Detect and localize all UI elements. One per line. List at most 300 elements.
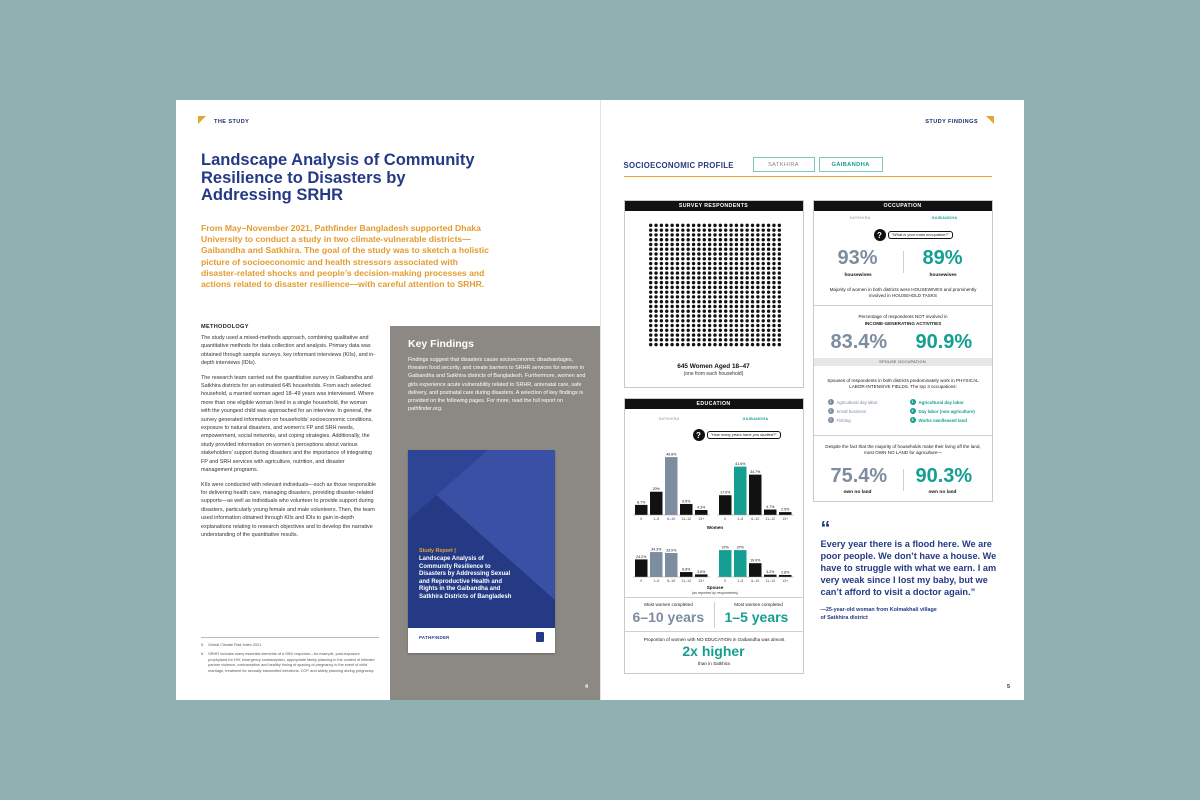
respondent-dot <box>734 262 737 265</box>
category-label: 1–5 <box>736 579 743 583</box>
respondent-dot <box>681 252 684 255</box>
respondent-dot <box>707 262 710 265</box>
respondent-dot <box>681 228 684 231</box>
section-divider <box>625 597 803 598</box>
respondent-dot <box>761 248 764 251</box>
respondent-dot <box>777 248 780 251</box>
respondent-dot <box>724 324 727 327</box>
respondent-dot <box>675 286 678 289</box>
respondent-dot <box>750 271 753 274</box>
respondent-dot <box>750 305 753 308</box>
respondent-dot <box>761 286 764 289</box>
respondent-dot <box>713 333 716 336</box>
lede-paragraph: From May–November 2021, Pathfinder Bangladesh supported Dhaka University to conduct a study in two climate-vulnerable districts—Gaibandha and Satkhira. The goal of the study was to sketch a holistic picture of socioeconomic and health stressors associated with disaster-related shocks and people’s decision-making processes and actions related to disaster resilience—with careful attention to SRHR. <box>201 223 489 290</box>
right-page <box>601 100 1025 700</box>
respondent-dot <box>648 267 651 270</box>
category-label: 1–5 <box>652 579 659 583</box>
bar <box>680 572 693 577</box>
respondent-dot <box>648 238 651 241</box>
respondent-dot <box>713 343 716 346</box>
tab-gaibandha[interactable]: GAIBANDHA <box>819 157 883 172</box>
respondent-dot <box>745 252 748 255</box>
respondent-dot <box>756 338 759 341</box>
respondent-dot <box>734 238 737 241</box>
respondent-dot <box>665 224 668 227</box>
respondent-dot <box>697 228 700 231</box>
respondent-dot <box>654 324 657 327</box>
bar <box>749 475 762 515</box>
respondent-dot <box>648 319 651 322</box>
respondent-dot <box>724 314 727 317</box>
respondent-dot <box>648 257 651 260</box>
respondent-dot <box>756 238 759 241</box>
respondent-dot <box>654 257 657 260</box>
respondent-dot <box>707 248 710 251</box>
respondent-dot <box>675 243 678 246</box>
respondent-dot <box>713 238 716 241</box>
footnote <box>201 643 379 649</box>
respondent-dot <box>729 338 732 341</box>
respondent-dot <box>745 343 748 346</box>
respondent-dot <box>772 271 775 274</box>
respondent-dot <box>665 300 668 303</box>
respondent-dot <box>740 286 743 289</box>
respondent-dot <box>745 329 748 332</box>
respondent-dot <box>713 281 716 284</box>
occupation-item: 2 Small business <box>829 408 867 414</box>
tab-satkhira[interactable]: SATKHIRA <box>753 157 815 172</box>
respondent-dot <box>756 314 759 317</box>
respondent-dot <box>654 228 657 231</box>
respondent-dot <box>713 338 716 341</box>
respondent-dot <box>777 238 780 241</box>
respondent-dot <box>718 281 721 284</box>
respondent-dot <box>745 305 748 308</box>
bar-value-label: 49.8% <box>665 452 676 457</box>
respondent-dot <box>654 319 657 322</box>
left-page <box>176 100 601 700</box>
respondent-dot <box>707 300 710 303</box>
respondent-dot <box>740 295 743 298</box>
respondent-dot <box>766 300 769 303</box>
respondent-dot <box>713 314 716 317</box>
respondent-dot <box>713 305 716 308</box>
respondent-dot <box>750 290 753 293</box>
bar-value-label: 34.3% <box>650 547 661 552</box>
respondent-dot <box>665 333 668 336</box>
respondent-dot <box>681 238 684 241</box>
category-label: 13+ <box>781 579 788 583</box>
bar <box>779 512 792 515</box>
methodology-body <box>201 334 377 545</box>
respondent-dot <box>729 286 732 289</box>
respondent-dot <box>745 248 748 251</box>
section-divider <box>814 305 992 306</box>
pathfinder-logo: PATHFINDER <box>419 635 450 640</box>
respondent-dot <box>707 333 710 336</box>
respondent-dot <box>686 281 689 284</box>
respondent-dot <box>750 310 753 313</box>
respondent-dot <box>702 314 705 317</box>
respondent-dot <box>654 271 657 274</box>
respondent-dot <box>648 276 651 279</box>
respondent-dot <box>724 338 727 341</box>
respondent-dot <box>761 305 764 308</box>
respondent-dot <box>761 290 764 293</box>
respondent-dot <box>718 257 721 260</box>
respondent-dot <box>648 338 651 341</box>
respondent-dot <box>681 305 684 308</box>
respondent-dot <box>724 238 727 241</box>
respondent-dot <box>654 300 657 303</box>
bar-value-label: 34.7% <box>749 470 760 475</box>
respondent-dot <box>766 252 769 255</box>
respondent-dot <box>702 300 705 303</box>
respondent-dot <box>654 267 657 270</box>
section-title: SOCIOECONOMIC PROFILE <box>623 161 734 170</box>
respondent-dot <box>740 248 743 251</box>
respondent-dot <box>691 228 694 231</box>
bar <box>680 504 693 515</box>
respondent-dot <box>761 228 764 231</box>
respondent-dot <box>681 324 684 327</box>
respondent-dot <box>750 276 753 279</box>
respondent-dot <box>772 238 775 241</box>
respondent-dot <box>713 233 716 236</box>
respondent-dot <box>772 233 775 236</box>
respondent-dot <box>675 276 678 279</box>
corner-marker <box>986 116 994 124</box>
completed-gaibandha: 1–5 years <box>724 609 789 625</box>
respondent-dot <box>665 338 668 341</box>
respondent-dot <box>659 224 662 227</box>
respondent-dot <box>772 257 775 260</box>
respondent-dot <box>697 238 700 241</box>
respondent-dot <box>659 319 662 322</box>
respondent-dot <box>702 281 705 284</box>
respondent-dot <box>686 333 689 336</box>
respondent-dot <box>729 305 732 308</box>
bar <box>734 550 747 577</box>
footnote-number: 5. <box>201 643 205 647</box>
quote-text: Every year there is a flood here. We are poor people. We don’t have a house. We have to struggle with what we earn. I am very weak since I lost my baby, but we can’t afford to visit a doctor again.” <box>820 539 997 597</box>
bar-value-label: 37% <box>736 545 744 550</box>
respondent-dot <box>659 262 662 265</box>
respondent-dot <box>740 224 743 227</box>
category-label: 13+ <box>697 579 704 583</box>
respondent-dot <box>729 310 732 313</box>
respondent-dot <box>713 267 716 270</box>
respondent-dot <box>772 267 775 270</box>
respondent-dot <box>761 329 764 332</box>
respondent-dot <box>707 338 710 341</box>
respondent-dot <box>654 238 657 241</box>
column-divider <box>714 602 715 628</box>
respondent-dot <box>740 310 743 313</box>
respondent-dot <box>686 343 689 346</box>
survey-respondents-box <box>624 200 804 388</box>
key-findings-text: Findings suggest that disasters cause socioeconomic disadvantages, threaten food security, and create barriers to SRHR services for women in Gaibandha and Satkhira districts of Bangladesh. Furthermore, women and girls experience acute vulnerability related to SRHR, antenatal care, safe delivery, and postnatal care during disasters. A selection of key findings is provided on the following pages. For more, read the full report on pathfinder.org. <box>408 357 586 413</box>
respondent-dot <box>670 243 673 246</box>
respondent-dot <box>718 243 721 246</box>
page-number: 4 <box>585 684 588 690</box>
respondent-dot <box>724 343 727 346</box>
respondent-dot <box>648 314 651 317</box>
respondent-dot <box>745 333 748 336</box>
respondent-dot <box>729 343 732 346</box>
respondent-dot <box>729 267 732 270</box>
respondent-dot <box>718 228 721 231</box>
respondent-dot <box>761 295 764 298</box>
respondent-dot <box>729 224 732 227</box>
respondent-dot <box>675 233 678 236</box>
respondent-dot <box>777 286 780 289</box>
respondent-dot <box>729 314 732 317</box>
respondent-dot <box>707 243 710 246</box>
respondent-dot <box>707 286 710 289</box>
bar-value-label: 2.8% <box>780 570 789 575</box>
respondent-dot <box>766 257 769 260</box>
respondent-dot <box>740 238 743 241</box>
respondent-dot <box>777 243 780 246</box>
respondent-dot <box>702 333 705 336</box>
respondent-dot <box>777 271 780 274</box>
respondent-dot <box>659 257 662 260</box>
respondent-dot <box>670 310 673 313</box>
respondent-dot <box>734 314 737 317</box>
key-findings-panel <box>390 326 600 700</box>
occupation-note: Majority of women in both districts were HOUSEWIVES and prominently involved in HOUSEHOLD TASKS <box>829 287 977 299</box>
respondent-dot <box>648 286 651 289</box>
respondent-dot <box>648 243 651 246</box>
respondent-dot <box>675 329 678 332</box>
respondent-dot <box>724 276 727 279</box>
quote-mark-icon: “ <box>820 518 831 540</box>
page-title: Landscape Analysis of Community Resilience to Disasters by Addressing SRHR <box>201 151 475 204</box>
category-label: 11–12 <box>680 517 691 521</box>
respondent-dot <box>718 300 721 303</box>
bar-value-label: 9.5% <box>681 499 690 504</box>
respondent-dot <box>724 329 727 332</box>
respondent-dot <box>659 324 662 327</box>
respondent-dot <box>691 252 694 255</box>
respondent-dot <box>718 267 721 270</box>
respondent-dot <box>745 300 748 303</box>
question-icon: ? <box>693 429 705 441</box>
respondent-dot <box>750 300 753 303</box>
respondent-dot <box>707 257 710 260</box>
respondent-dot <box>766 338 769 341</box>
respondent-dot <box>670 248 673 251</box>
respondent-dot <box>675 238 678 241</box>
respondent-dot <box>702 295 705 298</box>
respondent-dot <box>675 310 678 313</box>
respondent-dot <box>665 238 668 241</box>
respondent-dot <box>670 228 673 231</box>
respondent-dot <box>740 257 743 260</box>
respondent-dot <box>665 286 668 289</box>
bar-value-label: 17.0% <box>719 490 730 495</box>
respondent-dot <box>665 281 668 284</box>
respondent-dot <box>761 300 764 303</box>
respondent-dot <box>681 276 684 279</box>
respondent-dot <box>675 281 678 284</box>
respondent-dot <box>707 290 710 293</box>
respondent-dot <box>724 228 727 231</box>
respondent-dot <box>648 343 651 346</box>
respondent-dot <box>772 310 775 313</box>
respondent-dot <box>777 257 780 260</box>
respondent-dot <box>691 224 694 227</box>
respondent-dot <box>734 333 737 336</box>
respondent-dot <box>686 310 689 313</box>
respondent-dot <box>648 224 651 227</box>
respondent-dot <box>654 233 657 236</box>
respondent-dot <box>777 276 780 279</box>
respondent-dot <box>745 290 748 293</box>
respondent-dot <box>697 343 700 346</box>
respondent-dot <box>670 257 673 260</box>
respondent-dot <box>686 262 689 265</box>
running-head: THE STUDY <box>214 119 250 125</box>
respondent-dot <box>713 290 716 293</box>
respondent-dot <box>681 267 684 270</box>
bar <box>764 575 777 577</box>
respondent-dot <box>734 310 737 313</box>
stat-satkhira: 83.4% <box>830 331 888 353</box>
respondent-dot <box>718 286 721 289</box>
respondent-dot <box>772 314 775 317</box>
respondent-dot <box>648 228 651 231</box>
respondent-dot <box>761 343 764 346</box>
respondent-dot <box>648 329 651 332</box>
bar-value-label: 6.8% <box>681 567 690 572</box>
stat-satkhira: 93% <box>837 247 878 269</box>
respondent-dot <box>654 314 657 317</box>
report-cover-image[interactable] <box>408 450 555 653</box>
respondent-dot <box>675 305 678 308</box>
respondent-dot <box>745 267 748 270</box>
respondent-dot <box>675 314 678 317</box>
respondent-dot <box>697 305 700 308</box>
respondent-dot <box>670 252 673 255</box>
respondent-dot <box>713 262 716 265</box>
respondent-dot <box>670 281 673 284</box>
respondent-dot <box>686 286 689 289</box>
respondent-dot <box>766 310 769 313</box>
respondent-dot <box>750 329 753 332</box>
respondent-dot <box>654 305 657 308</box>
respondent-dot <box>777 300 780 303</box>
respondent-dot <box>648 233 651 236</box>
respondent-dot <box>681 314 684 317</box>
respondent-dot <box>756 310 759 313</box>
respondent-dot <box>772 243 775 246</box>
respondent-dot <box>724 319 727 322</box>
respondent-dot <box>729 252 732 255</box>
respondent-dot <box>665 228 668 231</box>
respondent-dot <box>772 324 775 327</box>
respondent-dot <box>665 329 668 332</box>
box-header: SURVEY RESPONDENTS <box>625 201 803 211</box>
respondent-dot <box>659 338 662 341</box>
respondent-dot <box>659 233 662 236</box>
respondent-dot <box>654 310 657 313</box>
respondent-dot <box>761 262 764 265</box>
occupation-item: 2 Day labor (non-agriculture) <box>911 408 975 414</box>
respondent-dot <box>665 310 668 313</box>
respondent-dot <box>697 233 700 236</box>
respondent-dot <box>670 295 673 298</box>
respondent-dot <box>729 324 732 327</box>
respondent-dot <box>761 252 764 255</box>
bar-value-label: 33.0% <box>665 548 676 553</box>
respondent-dot <box>718 276 721 279</box>
respondent-dot <box>756 248 759 251</box>
respondent-dot <box>702 290 705 293</box>
respondent-dot <box>697 257 700 260</box>
respondent-dot <box>745 243 748 246</box>
respondent-dot <box>697 267 700 270</box>
respondent-dot <box>707 238 710 241</box>
respondent-dot <box>707 271 710 274</box>
respondent-dot <box>750 333 753 336</box>
respondent-dot <box>724 252 727 255</box>
respondent-dot <box>750 228 753 231</box>
respondent-dot <box>702 262 705 265</box>
respondent-dot <box>772 305 775 308</box>
respondent-dot <box>681 295 684 298</box>
respondent-dot <box>772 276 775 279</box>
respondent-dot <box>670 319 673 322</box>
respondent-dot <box>761 276 764 279</box>
respondent-dot <box>734 290 737 293</box>
respondent-dot <box>654 290 657 293</box>
respondent-dot <box>697 295 700 298</box>
respondent-dot <box>750 286 753 289</box>
respondent-dot <box>686 276 689 279</box>
respondent-dot <box>670 224 673 227</box>
respondent-dot <box>697 338 700 341</box>
column-divider <box>903 469 904 491</box>
respondent-dot <box>702 329 705 332</box>
respondent-dot <box>740 281 743 284</box>
respondent-dot <box>766 243 769 246</box>
respondent-dot <box>686 224 689 227</box>
bar <box>695 510 708 515</box>
stat-gaibandha: 90.9% <box>915 331 973 353</box>
respondent-dot <box>745 319 748 322</box>
respondent-dot <box>724 300 727 303</box>
respondent-dot <box>670 300 673 303</box>
category-label: 11–12 <box>680 579 691 583</box>
respondent-dot <box>772 343 775 346</box>
respondent-dot <box>654 338 657 341</box>
respondent-dot <box>681 319 684 322</box>
respondent-dot <box>670 338 673 341</box>
respondent-dot <box>681 329 684 332</box>
respondent-dot <box>772 262 775 265</box>
respondent-dot <box>648 271 651 274</box>
respondent-dot <box>745 338 748 341</box>
respondent-dot <box>665 271 668 274</box>
respondent-dot <box>675 224 678 227</box>
respondent-dot <box>750 324 753 327</box>
respondent-dot <box>740 276 743 279</box>
respondent-dot <box>697 319 700 322</box>
respondent-dot <box>772 281 775 284</box>
respondent-dot <box>707 295 710 298</box>
